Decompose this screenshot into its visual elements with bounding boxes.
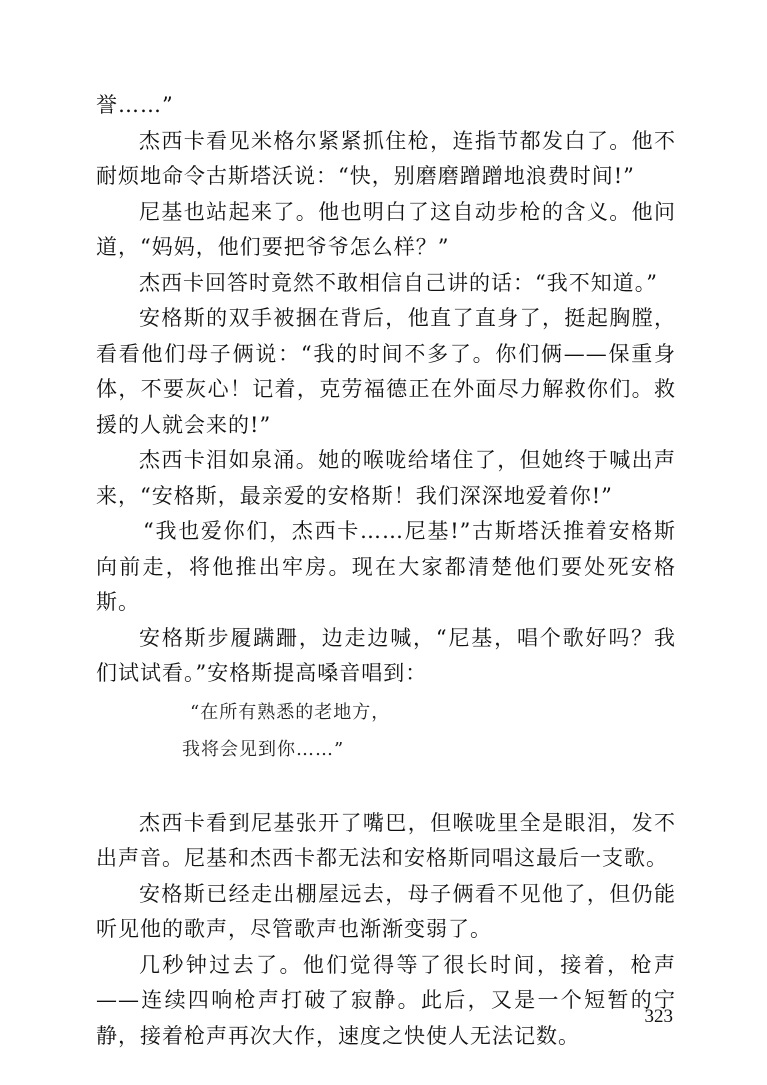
paragraph: 安格斯的双手被捆在背后，他直了直身了，挺起胸膛，看看他们母子俩说：“我的时间不多了。你们俩——保重身体，不要灰心！记着，克劳福德正在外面尽力解救你们。救援的人就会来的!” [96, 306, 676, 437]
song-lyrics [96, 694, 676, 768]
section-gap [96, 768, 676, 806]
paragraph: 杰西卡看到尼基张开了嘴巴，但喉咙里全是眼泪，发不出声音。尼基和杰西卡都无法和安格斯同唱这最后一支歌。 [96, 810, 676, 870]
paragraph: 安格斯步履蹒跚，边走边喊，“尼基，唱个歌好吗？我们试试看。”安格斯提高嗓音唱到： [96, 625, 676, 685]
paragraph: 杰西卡泪如泉涌。她的喉咙给堵住了，但她终于喊出声来，“安格斯，最亲爱的安格斯！我们深深地爱着你!” [96, 448, 676, 508]
paragraph: 安格斯已经走出棚屋远去，母子俩看不见他了，但仍能听见他的歌声，尽管歌声也渐渐变弱了。 [96, 881, 676, 941]
paragraph: 杰西卡看见米格尔紧紧抓住枪，连指节都发白了。他不耐烦地命令古斯塔沃说：“快，别磨磨蹭蹭地浪费时间!” [96, 128, 676, 188]
paragraph: 尼基也站起来了。他也明白了这自动步枪的含义。他问道，“妈妈，他们要把爷爷怎么样？” [96, 199, 676, 259]
page-number: 323 [644, 1006, 673, 1027]
paragraph: “我也爱你们，杰西卡……尼基!”古斯塔沃推着安格斯向前走，将他推出牢房。现在大家都清楚他们要处死安格斯。 [96, 519, 676, 614]
paragraph-continuation: 誉……” [96, 93, 174, 117]
paragraph: 几秒钟过去了。他们觉得等了很长时间，接着，枪声——连续四响枪声打破了寂静。此后，又是一个短暂的宁静，接着枪声再次大作，速度之快使人无法记数。 [96, 952, 676, 1048]
page-body [96, 88, 676, 1054]
song-line: “在所有熟悉的老地方， [190, 701, 391, 723]
paragraph: 杰西卡回答时竟然不敢相信自己讲的话：“我不知道。” [139, 270, 658, 295]
song-line: 我将会见到你……” [182, 738, 345, 760]
